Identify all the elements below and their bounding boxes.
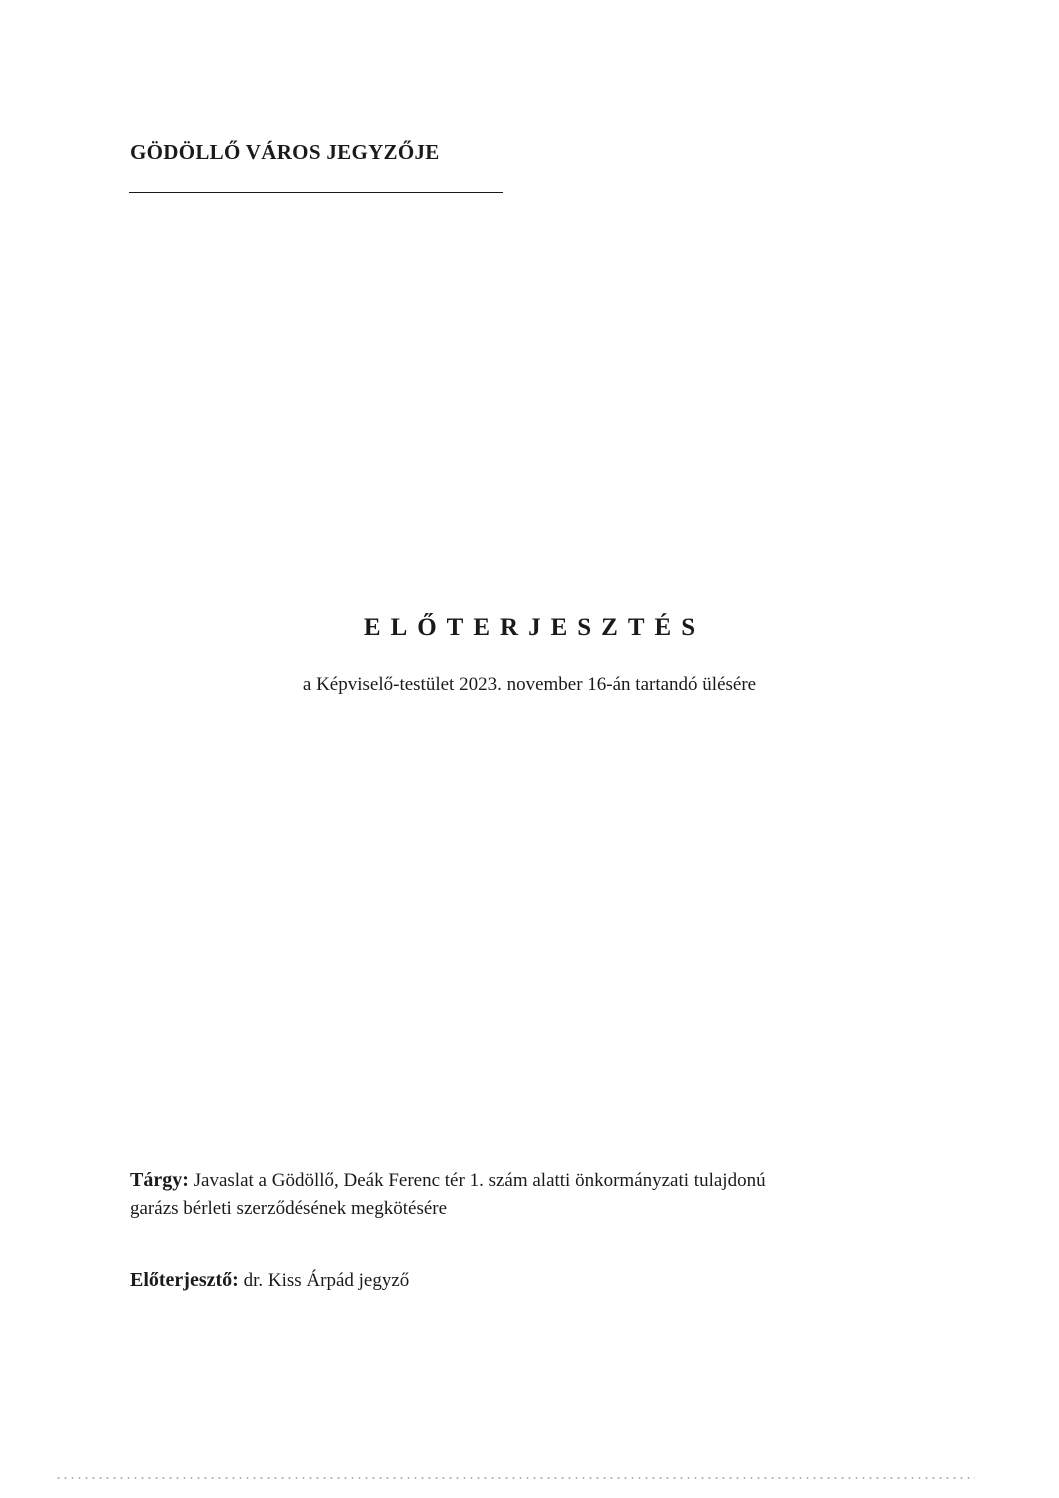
subject-line-1: Javaslat a Gödöllő, Deák Ferenc tér 1. szám alatti önkormányzati tulajdonú	[193, 1170, 766, 1191]
presenter-value: dr. Kiss Árpád jegyző	[243, 1270, 410, 1291]
presenter-block	[130, 1269, 409, 1292]
document-subtitle: a Képviselő-testület 2023. november 16-án tartandó ülésére	[302, 674, 757, 695]
issuer-underline	[129, 192, 503, 193]
document-title: ELŐTERJESZTÉS	[363, 614, 706, 641]
subject-block	[130, 1166, 930, 1223]
subject-label: Tárgy:	[130, 1169, 189, 1191]
scan-footer-dots	[55, 1476, 975, 1480]
issuer-heading: GÖDÖLLŐ VÁROS JEGYZŐJE	[130, 140, 440, 164]
subject-line-2: garázs bérleti szerződésének megkötésére	[130, 1198, 448, 1219]
presenter-label: Előterjesztő:	[130, 1269, 239, 1291]
